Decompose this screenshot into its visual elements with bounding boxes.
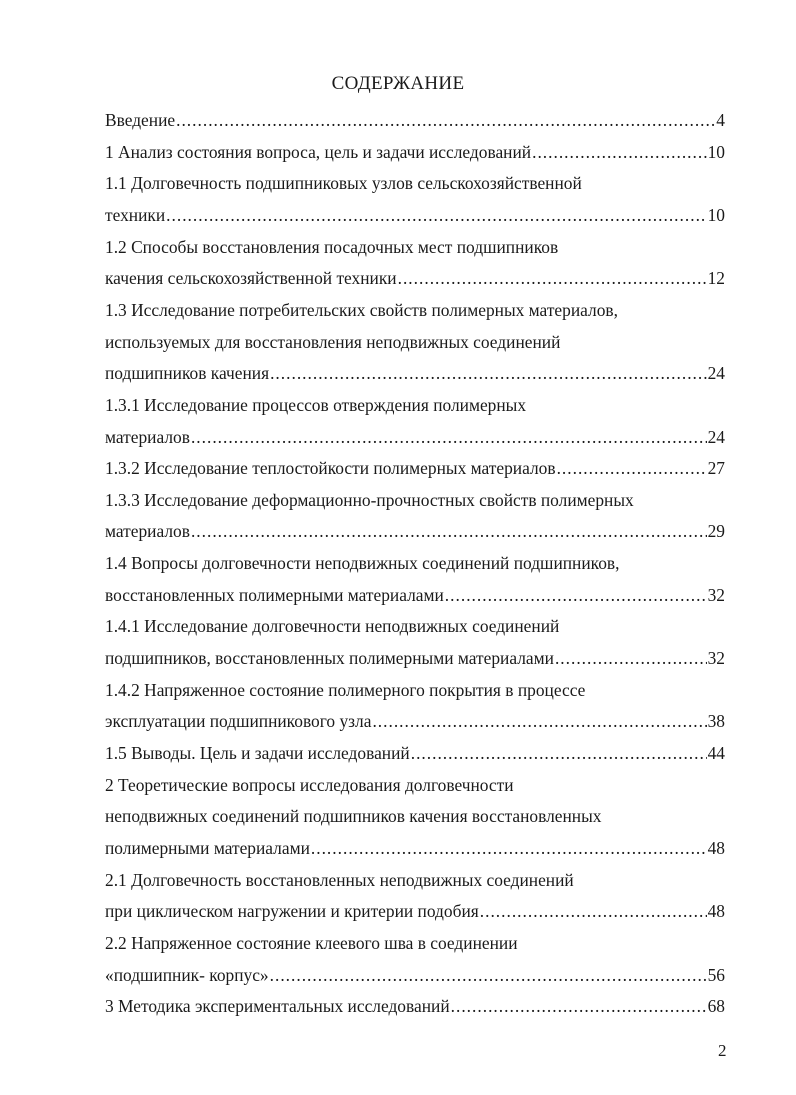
toc-entry: [105, 519, 725, 543]
toc-page-number: 24: [707, 363, 725, 384]
toc-entry-text: «подшипник- корпус»: [105, 964, 269, 985]
toc-entry: [105, 361, 725, 385]
toc-leader-dots: [311, 836, 707, 860]
toc-entry-text: используемых для восстановления неподвижных соединений: [105, 331, 561, 352]
toc-entry-continuation: [105, 393, 725, 417]
toc-leader-dots: [372, 709, 706, 733]
toc-entry-text: эксплуатации подшипникового узла: [105, 711, 372, 732]
toc-entry: [105, 994, 725, 1018]
toc-leader-dots: [557, 456, 707, 480]
toc-entry-continuation: [105, 171, 725, 195]
toc-page-number: 24: [707, 426, 725, 447]
toc-leader-dots: [176, 108, 715, 132]
toc-entry-text: подшипников, восстановленных полимерными материалами: [105, 648, 554, 669]
toc-entry-text: техники: [105, 204, 166, 225]
toc-entry-continuation: [105, 298, 725, 322]
toc-entry-text: 1.3.1 Исследование процессов отверждения полимерных: [105, 394, 527, 415]
toc-entry: [105, 963, 725, 987]
toc-entry-text: 1.2 Способы восстановления посадочных мест подшипников: [105, 236, 559, 257]
toc-page-number: 48: [707, 901, 725, 922]
toc-entry: [105, 140, 725, 164]
toc-entry-text: 1.3.3 Исследование деформационно-прочностных свойств полимерных: [105, 489, 634, 510]
toc-entry: [105, 646, 725, 670]
toc-entry-continuation: [105, 235, 725, 259]
toc-entry: [105, 108, 725, 132]
toc-entry-text: 1.3 Исследование потребительских свойств полимерных материалов,: [105, 299, 618, 320]
toc-entry: [105, 741, 725, 765]
toc-entry-text: качения сельскохозяйственной техники: [105, 268, 397, 289]
toc-entry-continuation: [105, 804, 725, 828]
toc-leader-dots: [191, 519, 707, 543]
toc-entry-continuation: [105, 488, 725, 512]
toc-entry-text: 2.2 Напряженное состояние клеевого шва в соединении: [105, 932, 518, 953]
toc-page-number: 12: [707, 268, 725, 289]
toc-entry-text: восстановленных полимерными материалами: [105, 584, 444, 605]
toc-page-number: 29: [707, 521, 725, 542]
toc-entry: [105, 266, 725, 290]
toc-entry: [105, 456, 725, 480]
toc-entry-continuation: [105, 773, 725, 797]
toc-page-number: 48: [707, 837, 725, 858]
toc-entry: [105, 899, 725, 923]
toc-entry-text: материалов: [105, 521, 190, 542]
toc-entry-text: 1.4 Вопросы долговечности неподвижных соединений подшипников,: [105, 553, 620, 574]
toc-page-number: 10: [707, 141, 725, 162]
toc-entry-text: 1.3.2 Исследование теплостойкости полимерных материалов: [105, 458, 556, 479]
toc-leader-dots: [555, 646, 707, 670]
toc-entry-text: при циклическом нагружении и критерии подобия: [105, 901, 479, 922]
toc-entry-text: 1.1 Долговечность подшипниковых узлов сельскохозяйственной: [105, 173, 582, 194]
toc-entry-text: неподвижных соединений подшипников качения восстановленных: [105, 806, 602, 827]
toc-entry-continuation: [105, 931, 725, 955]
toc-entry-continuation: [105, 330, 725, 354]
page-title: СОДЕРЖАНИЕ: [331, 73, 465, 94]
toc-page-number: 4: [716, 110, 725, 130]
toc-leader-dots: [270, 361, 707, 385]
toc-entry: [105, 203, 725, 227]
toc-entry-text: 2.1 Долговечность восстановленных неподвижных соединений: [105, 869, 574, 890]
toc-leader-dots: [398, 266, 707, 290]
toc-entry-continuation: [105, 614, 725, 638]
toc-page-number: 38: [707, 711, 725, 732]
toc-entry-text: материалов: [105, 426, 190, 447]
toc-entry-text: подшипников качения: [105, 363, 270, 384]
toc-page-number: 10: [707, 204, 725, 225]
toc-leader-dots: [480, 899, 707, 923]
toc-leader-dots: [166, 203, 706, 227]
toc-entry-text: 3 Методика экспериментальных исследований: [105, 996, 450, 1017]
toc-leader-dots: [191, 425, 707, 449]
toc-page-number: 32: [707, 648, 725, 669]
toc-entry: [105, 836, 725, 860]
toc-entry: [105, 709, 725, 733]
toc-entry-continuation: [105, 868, 725, 892]
toc-page-number: 44: [707, 743, 725, 763]
page-number: 2: [718, 1041, 727, 1060]
toc-entry-text: 1.4.2 Напряженное состояние полимерного покрытия в процессе: [105, 679, 586, 700]
toc-page-number: 27: [707, 458, 725, 479]
toc-entry-text: Введение: [105, 110, 176, 130]
toc-leader-dots: [411, 741, 707, 765]
toc-entry-continuation: [105, 678, 725, 702]
toc-leader-dots: [451, 994, 707, 1018]
toc-entry-text: 1 Анализ состояния вопроса, цель и задачи исследований: [105, 141, 532, 162]
toc-entry: [105, 583, 725, 607]
toc-entry-text: 1.5 Выводы. Цель и задачи исследований: [105, 743, 410, 763]
toc-leader-dots: [270, 963, 707, 987]
toc-page-number: 68: [707, 996, 725, 1017]
toc-entry-continuation: [105, 551, 725, 575]
toc-entry-text: 1.4.1 Исследование долговечности неподвижных соединений: [105, 616, 560, 637]
toc-leader-dots: [445, 583, 707, 607]
toc-entry: [105, 425, 725, 449]
toc-page-number: 56: [707, 964, 725, 985]
toc-entry-text: 2 Теоретические вопросы исследования долговечности: [105, 774, 514, 795]
toc-entry-text: полимерными материалами: [105, 837, 310, 858]
toc-page-number: 32: [707, 584, 725, 605]
toc-leader-dots: [532, 140, 707, 164]
